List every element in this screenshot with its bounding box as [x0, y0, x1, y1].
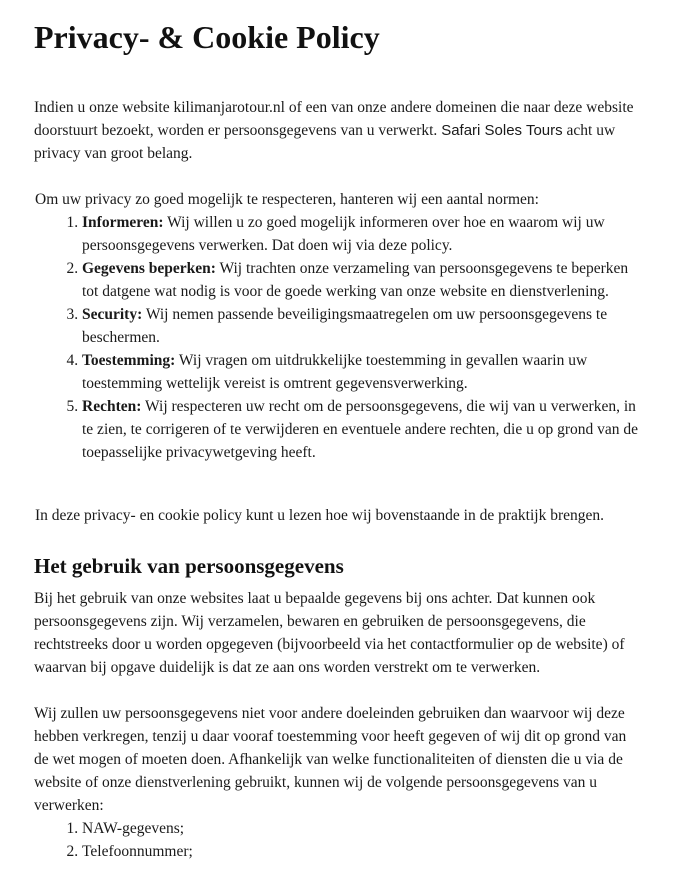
norm-term: Security: [82, 306, 143, 323]
norm-text: Wij willen u zo goed mogelijk informeren over hoe en waarom wij uw persoonsgegevens verwerken. Dat doen wij via deze policy. [82, 214, 605, 254]
usage-paragraph-2: Wij zullen uw persoonsgegevens niet voor andere doeleinden gebruiken dan waarvoor wij deze hebben verkregen, tenzij u daar vooraf toestemming voor heeft gegeven of wij dit op grond van de wet mogen of moeten doen. Afhankelijk van welke functionaliteiten of diensten die u via de website of onze dienstverlening gebruikt, kunnen wij de volgende persoonsgegevens van u verwerken: [34, 705, 627, 814]
intro-text-start: Indien u onze website kilimanjarotour.nl of een van onze andere domeinen die naar deze website doorstuurt bezoekt, worden er persoonsgegevens van u verwerkt. [34, 99, 634, 139]
norm-text: Wij trachten onze verzameling van persoonsgegevens te beperken tot datgene wat nodig is voor de goede werking van onze website en dienstverlening. [82, 260, 629, 300]
norm-item [82, 395, 644, 464]
norm-term: Rechten: [82, 398, 142, 415]
norms-list [34, 211, 644, 464]
intro-paragraph [34, 96, 644, 165]
company-name: Safari Soles Tours [441, 122, 563, 139]
norm-item [82, 349, 644, 395]
data-type-item: 1. NAW-gegevens; [82, 817, 644, 840]
norm-text: Wij nemen passende beveiligingsmaatregelen om uw persoonsgegevens te beschermen. [82, 306, 608, 346]
norm-item [82, 257, 644, 303]
norm-text: Wij vragen om uitdrukkelijke toestemming in gevallen waarin uw toestemming wettelijk vereist is omtrent gegevensverwerking. [82, 352, 588, 392]
norm-term: Gegevens beperken: [82, 260, 216, 277]
page-title: Privacy- & Cookie Policy [34, 19, 380, 55]
norm-term: Informeren: [82, 214, 164, 231]
intro-text-end: acht uw privacy van groot belang. [34, 122, 616, 162]
data-types-list [34, 817, 644, 863]
norm-term: Toestemming: [82, 352, 176, 369]
norm-item [82, 303, 644, 349]
practice-paragraph: In deze privacy- en cookie policy kunt u lezen hoe wij bovenstaande in de praktijk brengen. [35, 507, 604, 524]
section-heading-usage: Het gebruik van persoonsgegevens [34, 554, 344, 578]
data-type-item: 2. Telefoonnummer; [82, 840, 644, 863]
norm-text: Wij respecteren uw recht om de persoonsgegevens, die wij van u verwerken, in te zien, te corrigeren of te verwijderen en eventuele andere rechten, die u op grond van de toepasselijke privacywetgeving heeft. [82, 398, 639, 461]
norm-item [82, 211, 644, 257]
norms-intro: Om uw privacy zo goed mogelijk te respecteren, hanteren wij een aantal normen: [35, 191, 539, 208]
usage-paragraph-1: Bij het gebruik van onze websites laat u bepaalde gegevens bij ons achter. Dat kunnen ook persoonsgegevens zijn. Wij verzamelen, bewaren en gebruiken de persoonsgegevens, die rechtstreeks door u worden opgegeven (bijvoorbeeld via het contactformulier op de website) of waarvan bij opgave duidelijk is dat ze aan ons worden verstrekt om te verwerken. [34, 590, 625, 676]
